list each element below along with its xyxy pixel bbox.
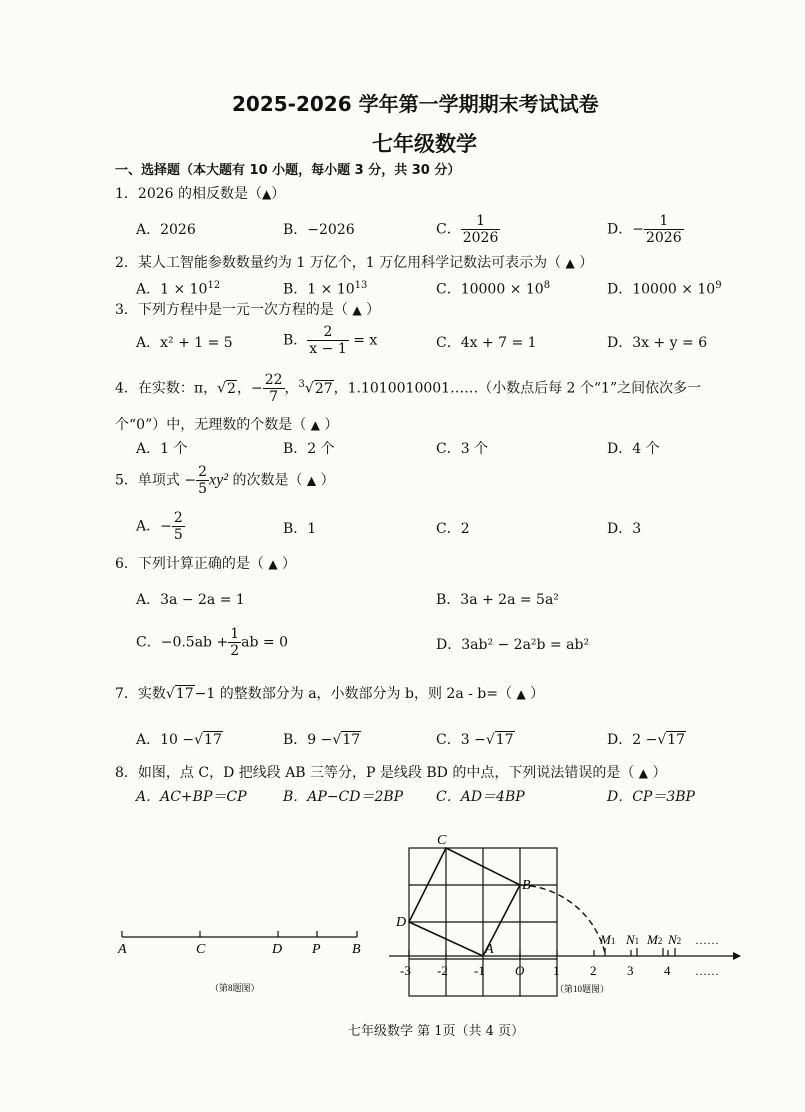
q1-option-c: C． $\frac{1}{2026}$ [436,213,499,246]
label-a: A [485,942,494,957]
tick-label: -2 [437,963,448,978]
q4-option-b: B．2 个 [283,441,335,457]
dashed-arc [520,885,605,953]
arrow-icon [733,952,741,960]
q5-option-d: D．3 [607,521,642,537]
exam-subtitle: 七年级数学 [372,132,477,156]
ellipsis-top: …… [695,933,719,947]
q5-option-c: C．2 [436,521,470,537]
label-c: C [196,942,206,957]
q1-stem: 1．2026 的相反数是（▲） [115,186,286,202]
q8-option-a: A．AC+BP＝CP [136,789,247,805]
q5-option-b: B．1 [283,521,317,537]
q3-option-a: A．x² + 1 = 5 [136,335,233,351]
q2-option-a: A．$1 \times 10^{12}$ [136,280,221,298]
q2-option-b: B．$1 \times 10^{13}$ [283,280,368,298]
tick-label: 2 [590,963,597,978]
section-heading: 一、选择题（本大题有 10 小题，每小题 3 分，共 30 分） [115,163,461,178]
label-c: C [437,833,447,848]
q4-option-d: D．4 个 [607,441,660,457]
q8-option-b: B．AP−CD＝2BP [283,789,404,805]
page-footer: 七年级数学 第 1页（共 4 页） [348,1024,525,1039]
q2-option-c: C．$10000 \times 10^8$ [436,280,551,298]
label-m1: M1 [600,932,616,947]
q3-option-c: C．4x + 7 = 1 [436,335,537,351]
q1-option-a: A．2026 [136,222,196,238]
tick-label: -1 [474,963,485,978]
label-p: P [312,942,321,957]
q6-stem: 6．下列计算正确的是（ ▲ ） [115,556,297,572]
q7-option-a: A．10 −√17 [136,732,222,748]
ellipsis-bottom: …… [695,964,719,978]
q5-stem: 5．单项式 − $\frac{2}{5}$ xy² 的次数是（ ▲ ） [115,464,335,497]
q4-option-c: C．3 个 [436,441,489,457]
q8-option-c: C．AD＝4BP [436,789,525,805]
figure-8-caption: （第8题图） [210,983,260,993]
label-d: D [396,915,407,930]
label-b: B [352,942,361,957]
figure-8 [110,925,370,1005]
q4-option-a: A．1 个 [136,441,188,457]
exam-title: 2025-2026 学年第一学期期末考试试卷 [232,92,599,116]
q4-stem-line2: 个“0”）中，无理数的个数是（ ▲ ） [115,417,339,433]
label-d: D [272,942,283,957]
q2-option-d: D．$10000 \times 10^9$ [607,280,722,298]
q6-option-d: D．3ab² − 2a²b = ab² [436,637,590,653]
q6-option-c: C．−0.5ab + $\frac{1}{2}$ ab = 0 [136,626,288,659]
q6-option-a: A．3a − 2a = 1 [136,592,245,608]
label-m2: M2 [647,932,663,947]
q1-option-b: B．−2026 [283,222,355,238]
tick-label: 4 [664,963,671,978]
figure-10 [385,830,745,1000]
label-a: A [118,942,127,957]
q8-option-d: D．CP＝3BP [607,789,695,805]
figure-10-caption: （第10题图） [555,984,610,994]
label-b: B [522,878,531,893]
q5-option-a: A．− $\frac{2}{5}$ [136,510,183,543]
square-abcd [409,848,520,956]
q7-option-b: B．9 −√17 [283,732,361,748]
q7-option-d: D．2 −√17 [607,732,686,748]
q8-stem: 8．如图，点 C，D 把线段 AB 三等分，P 是线段 BD 的中点，下列说法错误的是（ ▲ ） [115,765,667,781]
label-n1: N1 [626,932,640,947]
q3-option-d: D．3x + y = 6 [607,335,708,351]
q3-option-b: B． $\frac{2}{x - 1}$ = x [283,324,378,357]
q7-stem: 7．实数√17−1 的整数部分为 a，小数部分为 b，则 2a - b=（ ▲ ） [115,686,545,702]
q4-stem-line1: 4．在实数：π，√2，− $\frac{22}{7}$ ，$^3$√27，1.1010010001……（小数点后每 2 个“1”之间依次多一 [115,372,702,405]
label-n2: N2 [668,932,682,947]
q6-option-b: B．3a + 2a = 5a² [436,592,559,608]
tick-label: O [515,963,525,978]
tick-label: 1 [553,963,560,978]
q3-stem: 3．下列方程中是一元一次方程的是（ ▲ ） [115,302,381,318]
q2-stem: 2．某人工智能参数数量约为 1 万亿个，1 万亿用科学记数法可表示为（ ▲ ） [115,255,594,271]
q7-option-c: C．3 −√17 [436,732,514,748]
tick-label: 3 [627,963,634,978]
q1-option-d: D．− $\frac{1}{2026}$ [607,213,682,246]
tick-label: -3 [400,963,411,978]
